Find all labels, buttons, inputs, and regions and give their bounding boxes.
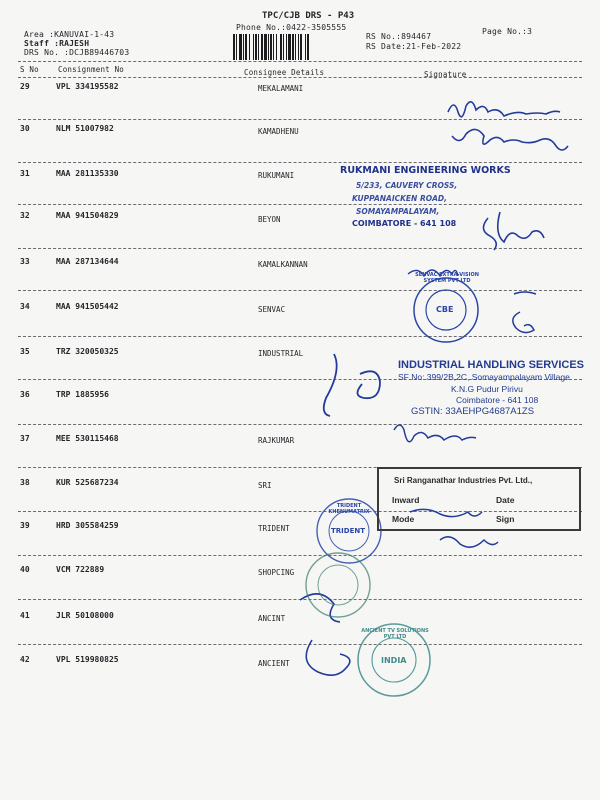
row-consignment: MAA 941504829 xyxy=(56,211,119,220)
row-consignee: BEYON xyxy=(258,215,281,224)
row-sno: 31 xyxy=(20,169,30,178)
row-consignee: KAMADHENU xyxy=(258,127,299,136)
phone-number: Phone No.:0422-3505555 xyxy=(236,23,347,32)
row-consignee: SHOPCING xyxy=(258,568,295,577)
stamp-rukmani-addr4: COIMBATORE - 641 108 xyxy=(352,219,457,228)
header-rule-top xyxy=(18,61,582,62)
stamp-rukmani-name: RUKMANI ENGINEERING WORKS xyxy=(340,165,511,176)
row-consignment: KUR 525687234 xyxy=(56,478,119,487)
rs-number: RS No.:894467 xyxy=(366,32,432,41)
rs-date: RS Date:21-Feb-2022 xyxy=(366,42,462,51)
stamp-sri-name: Sri Ranganathar Industries Pvt. Ltd., xyxy=(394,476,533,485)
stamp-senvac-ring: SENVAC EXTRA-VISION SYSTEM PVT LTD xyxy=(415,272,479,284)
row-consignment: VPL 334195582 xyxy=(56,82,119,91)
row-sno: 29 xyxy=(20,82,30,91)
stamp-industrial-gstin: GSTIN: 33AEHPG4687A1ZS xyxy=(411,406,535,417)
row-consignment: MEE 530115468 xyxy=(56,434,119,443)
row-rule xyxy=(18,336,582,337)
row-sno: 41 xyxy=(20,611,30,620)
row-sno: 38 xyxy=(20,478,30,487)
row-rule xyxy=(18,162,582,163)
barcode xyxy=(231,34,359,60)
row-consignment: MAA 287134644 xyxy=(56,257,119,266)
row-consignee: RAJKUMAR xyxy=(258,436,295,445)
row-consignee: TRIDENT xyxy=(258,524,290,533)
row-sno: 32 xyxy=(20,211,30,220)
row-rule xyxy=(18,555,582,556)
row-sno: 36 xyxy=(20,390,30,399)
row-rule xyxy=(18,599,582,600)
row-rule xyxy=(18,204,582,205)
table-row xyxy=(0,432,600,477)
row-rule xyxy=(18,119,582,120)
row-consignment: NLM 51007982 xyxy=(56,124,114,133)
row-sno: 40 xyxy=(20,565,30,574)
row-consignment: HRD 305584259 xyxy=(56,521,119,530)
row-consignee: ANCIENT xyxy=(258,659,290,668)
stamp-rukmani-addr3: SOMAYAMPALAYAM, xyxy=(356,207,440,216)
stamp-industrial-addr3: Coimbatore - 641 108 xyxy=(456,395,539,405)
table-row xyxy=(0,82,600,127)
col-sno: S No xyxy=(20,65,39,74)
row-rule xyxy=(18,248,582,249)
stamp-industrial-name: INDUSTRIAL HANDLING SERVICES xyxy=(398,359,585,371)
row-sno: 33 xyxy=(20,257,30,266)
header-rule-bottom xyxy=(18,77,582,78)
row-sno: 39 xyxy=(20,521,30,530)
row-consignment: VCM 722889 xyxy=(56,565,105,574)
table-row xyxy=(0,257,600,302)
table-row xyxy=(0,653,600,698)
stamp-rukmani-addr1: 5/233, CAUVERY CROSS, xyxy=(356,181,458,190)
row-consignment: VPL 519980825 xyxy=(56,655,119,664)
row-rule xyxy=(18,467,582,468)
stamp-sri-mode: Mode xyxy=(392,514,415,524)
page-number: Page No.:3 xyxy=(482,27,533,36)
stamp-senvac-center: CBE xyxy=(436,305,454,314)
row-consignee: KAMALKANNAN xyxy=(258,260,308,269)
row-consignment: MAA 941505442 xyxy=(56,302,119,311)
row-consignee: ANCINT xyxy=(258,614,286,623)
table-row xyxy=(0,563,600,608)
row-consignee: INDUSTRIAL xyxy=(258,349,304,358)
row-consignee: MEKALAMANI xyxy=(258,84,304,93)
stamp-industrial-addr2: K.N.G Pudur Pirivu xyxy=(451,384,523,394)
document-title: TPC/CJB DRS - P43 xyxy=(262,11,355,21)
col-consignee: Consignee Details xyxy=(244,68,325,77)
row-consignment: JLR 50108000 xyxy=(56,611,114,620)
stamp-sri-sign: Sign xyxy=(496,514,515,524)
table-row xyxy=(0,211,600,256)
stamp-trident-center: TRIDENT xyxy=(331,527,365,535)
row-rule xyxy=(18,511,582,512)
stamp-industrial-addr1: SF No: 399/2B,2C, Somayampalayam Village xyxy=(398,372,570,382)
table-row xyxy=(0,519,600,564)
row-rule xyxy=(18,424,582,425)
stamp-ancient-ring: ANCIENT TV SOLUTIONS PVT LTD xyxy=(361,628,429,640)
row-sno: 34 xyxy=(20,302,30,311)
row-rule xyxy=(18,290,582,291)
table-row xyxy=(0,609,600,654)
row-consignment: MAA 281135330 xyxy=(56,169,119,178)
row-consignee: SENVAC xyxy=(258,305,286,314)
col-signature: Signature xyxy=(424,70,467,79)
row-sno: 37 xyxy=(20,434,30,443)
row-consignee: RUKUMANI xyxy=(258,171,295,180)
stamp-trident-ring: TRIDENT KHENUMATRIX xyxy=(328,503,370,515)
stamp-rukmani-addr2: KUPPANAICKEN ROAD, xyxy=(352,194,447,203)
row-consignee: SRI xyxy=(258,481,272,490)
col-consignment: Consignment No xyxy=(58,65,125,74)
row-consignment: TRZ 320050325 xyxy=(56,347,119,356)
stamp-ancient-center: INDIA xyxy=(381,656,407,665)
area-field: Area :KANUVAI-1-43 xyxy=(24,30,115,39)
table-row xyxy=(0,124,600,169)
stamp-sri-inward: Inward xyxy=(392,495,420,505)
row-rule xyxy=(18,644,582,645)
row-sno: 42 xyxy=(20,655,30,664)
stamp-sri-date: Date xyxy=(496,495,515,505)
table-row xyxy=(0,300,600,345)
drs-number: DRS No. :DCJB89446703 xyxy=(24,48,130,57)
row-sno: 35 xyxy=(20,347,30,356)
row-sno: 30 xyxy=(20,124,30,133)
staff-field: Staff :RAJESH xyxy=(24,39,90,48)
row-consignment: TRP 1885956 xyxy=(56,390,109,399)
